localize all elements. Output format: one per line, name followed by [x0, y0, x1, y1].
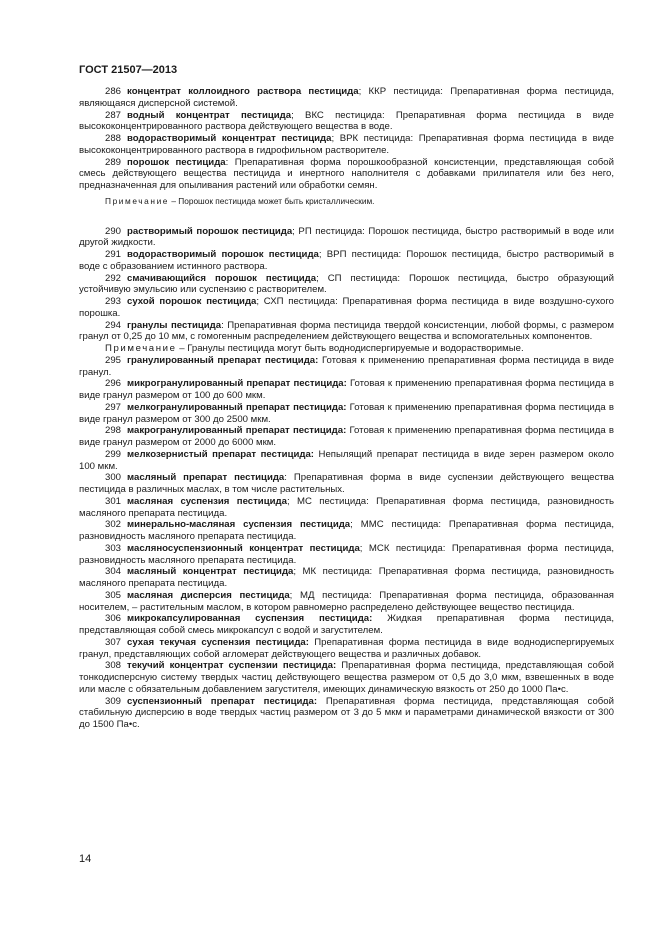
entry-separator: ; [358, 86, 362, 97]
entry-number: 297 [105, 401, 122, 413]
entry-term: масляная суспензия пестицида [127, 495, 287, 507]
spacer [79, 208, 614, 226]
entry-list [79, 226, 614, 344]
entry-number: 301 [105, 495, 122, 507]
entry-term: масляносуспензионный концентрат пестицида [127, 542, 360, 554]
term-entry [79, 566, 614, 590]
entry-number: 302 [105, 519, 122, 531]
term-entry [79, 378, 614, 402]
entry-definition: Препаративная форма пестицида в виде воднодиспергируемых гранул, представляющих собой агломерат действующего вещества и различных добавок. [79, 636, 614, 660]
entry-definition: ВРК пестицида: Препаративная форма пестицида в виде высококонцентрированного раствора в гидрофильном растворителе. [79, 133, 614, 156]
entry-separator: ; [291, 109, 294, 121]
entry-definition: Препаративная форма порошкообразной консистенции, представляющая собой смесь действующего вещества пестицида и инертного наполнителя с добавками прилипателя или без него, предназначенная для опыливания растений или обработки семян. [79, 156, 614, 191]
entry-definition: СП пестицида: Порошок пестицида, быстро образующий устойчивую эмульсию или суспензию с растворителем. [79, 272, 614, 296]
term-entry [79, 320, 614, 344]
entry-number: 291 [105, 249, 122, 260]
entry-separator: ; [256, 296, 260, 307]
entry-separator: ; [316, 272, 319, 284]
entry-term: мелкогранулированный препарат пестицида: [127, 401, 347, 413]
note-label: Примечание [105, 343, 177, 354]
entry-number: 289 [105, 156, 122, 168]
entry-separator: ; [350, 519, 353, 531]
entry-definition: Готовая к применению препаративная форма пестицида в виде гранул. [79, 354, 614, 378]
entry-number: 294 [105, 319, 122, 331]
entry-term: порошок пестицида [127, 156, 226, 168]
entry-number: 303 [105, 542, 122, 554]
term-entry [79, 637, 614, 661]
term-entry [79, 590, 614, 614]
entry-separator: : [284, 472, 287, 484]
term-entry [79, 449, 614, 473]
entry-number: 307 [105, 636, 122, 648]
entry-term: водорастворимый порошок пестицида [127, 249, 319, 260]
entry-definition: Препаративная форма пестицида, представляющая собой стабильную дисперсию в воде твердых частиц размером от 3 до 5 мкм и параметрами динамической вязкости от 300 до 1500 Па•с. [79, 695, 614, 730]
entry-term: текучий концентрат суспензии пестицида: [127, 660, 337, 672]
entry-separator: ; [292, 225, 295, 237]
entry-definition: ВРП пестицида: Порошок пестицида, быстро растворимый в воде с образованием истинного раствора. [79, 249, 614, 272]
entry-term: сухая текучая суспензия пестицида: [127, 636, 309, 648]
entry-number: 305 [105, 589, 122, 601]
entry-definition: Жидкая препаративная форма пестицида, представляющая собой смесь микрокапсул с водой и загустителем. [79, 613, 615, 636]
entry-number: 300 [105, 472, 122, 484]
term-entry [79, 696, 614, 731]
term-entry [79, 496, 614, 520]
term-entry [79, 425, 614, 449]
entry-definition: Препаративная форма пестицида твердой консистенции, любой формы, с размером гранул от 0,25 до 10 мм, с гомогенным распределением действующего вещества и вспомогательных компонентов. [79, 319, 614, 343]
entry-definition: ММС пестицида: Препаративная форма пестицида, разновидность масляного препарата пестицида. [79, 519, 614, 542]
entry-term: гранулы пестицида [127, 319, 222, 331]
term-entry [79, 472, 614, 496]
entry-separator: ; [359, 542, 363, 554]
entry-term: масляный концентрат пестицида [127, 566, 294, 578]
entry-definition: МСК пестицида: Препаративная форма пестицида, разновидность масляного препарата пестицида. [79, 542, 614, 566]
entry-term: минерально-масляная суспензия пестицида [127, 519, 351, 531]
entry-separator: : [221, 319, 224, 331]
entry-definition: МК пестицида: Препаративная форма пестицида, разновидность масляного препарата пестицида. [79, 566, 614, 589]
entry-separator: : [225, 156, 229, 168]
entry-number: 295 [105, 354, 122, 366]
entry-term: гранулированный препарат пестицида: [127, 354, 319, 366]
term-entry [79, 296, 614, 320]
entry-number: 286 [105, 86, 122, 97]
entry-term: водорастворимый концентрат пестицида [127, 133, 332, 144]
entry-term: мелкозернистый препарат пестицида: [127, 448, 314, 460]
entry-term: масляный препарат пестицида [127, 472, 285, 484]
note-text: – Гранулы пестицида могут быть воднодиспергируемые и водорастворимые. [176, 343, 524, 354]
entry-definition: СХП пестицида: Препаративная форма пестицида в виде воздушно-сухого порошка. [79, 296, 614, 319]
document-body [79, 86, 614, 731]
entry-term: концентрат коллоидного раствора пестицида [127, 86, 359, 97]
entry-number: 290 [105, 225, 122, 237]
term-entry [79, 86, 614, 110]
entry-separator: ; [318, 249, 322, 260]
entry-definition: Препаративная форма в виде суспензии действующего вещества пестицида в различных маслах, в том числе растительных. [79, 472, 614, 495]
entry-number: 306 [105, 613, 122, 625]
entry-number: 309 [105, 695, 122, 707]
entry-term: суспензионный препарат пестицида: [127, 695, 318, 707]
entry-number: 288 [105, 133, 122, 144]
term-entry [79, 110, 614, 134]
entry-definition: РП пестицида: Порошок пестицида, быстро растворимый в воде или другой жидкости. [79, 225, 614, 249]
entry-separator: ; [293, 566, 297, 578]
entry-definition: Готовая к применению препаративная форма пестицида в виде гранул размером от 100 до 600 мкм. [79, 378, 614, 401]
entry-list [79, 355, 614, 731]
entry-definition: Готовая к применению препаративная форма пестицида в виде гранул размером от 300 до 2500 мкм. [79, 401, 614, 425]
term-entry [79, 355, 614, 379]
term-entry [79, 660, 614, 695]
entry-separator: ; [331, 133, 335, 144]
entry-term: смачивающийся порошок пестицида [127, 272, 317, 284]
term-entry [79, 249, 614, 273]
entry-term: микрогранулированный препарат пестицида: [127, 378, 347, 390]
entry-list [79, 86, 614, 192]
entry-definition: ККР пестицида: Препаративная форма пестицида, являющаяся дисперсной системой. [79, 86, 614, 109]
entry-number: 287 [105, 109, 122, 121]
entry-number: 308 [105, 660, 122, 672]
entry-term: микрокапсулированная суспензия пестицида: [127, 613, 373, 625]
entry-number: 292 [105, 272, 122, 284]
note-label: Примечание [105, 195, 170, 206]
entry-term: макрогранулированный препарат пестицида: [127, 425, 347, 437]
entry-separator: ; [286, 495, 290, 507]
note-text: – Порошок пестицида может быть кристаллическим. [169, 195, 375, 206]
page-number: 14 [79, 853, 92, 865]
entry-number: 299 [105, 448, 122, 460]
note [79, 343, 614, 355]
term-entry [79, 543, 614, 567]
entry-term: сухой порошок пестицида [127, 296, 257, 307]
entry-definition: Препаративная форма пестицида, представляющая собой тонкодисперсную систему твердых частиц действующего вещества размером от 0,5 до 3,0 мкм, взвешенных в воде или масле с обязательным добавлением загустителя, имеющих динамическую вязкость от 250 до 1000 Па•с. [79, 660, 615, 695]
entry-definition: Готовая к применению препаративная форма пестицида в виде гранул размером от 2000 до 6000 мкм. [79, 425, 614, 448]
term-entry [79, 133, 614, 157]
term-entry [79, 157, 614, 192]
page-header: ГОСТ 21507—2013 [79, 64, 178, 76]
entry-term: растворимый порошок пестицида [127, 225, 293, 237]
entry-number: 304 [105, 566, 122, 578]
entry-term: водный концентрат пестицида [127, 109, 292, 121]
term-entry [79, 226, 614, 250]
entry-definition: Непылящий препарат пестицида в виде зерен размером около 100 мкм. [79, 448, 614, 472]
entry-number: 296 [105, 378, 122, 390]
term-entry [79, 273, 614, 297]
entry-term: масляная дисперсия пестицида [127, 589, 290, 601]
note [79, 196, 614, 208]
term-entry [79, 402, 614, 426]
entry-number: 298 [105, 425, 122, 437]
entry-definition: ВКС пестицида: Препаративная форма пестицида в виде высококонцентрированного раствора действующего вещества в воде. [79, 109, 615, 133]
entry-number: 293 [105, 296, 122, 307]
term-entry [79, 519, 614, 543]
entry-definition: МС пестицида: Препаративная форма пестицида, разновидность масляного препарата пестицида. [79, 495, 614, 519]
entry-definition: МД пестицида: Препаративная форма пестицида, образованная носителем, – растительным маслом, в котором равномерно распределено действующее вещество пестицида. [79, 589, 614, 613]
term-entry [79, 613, 614, 637]
entry-separator: ; [289, 589, 293, 601]
